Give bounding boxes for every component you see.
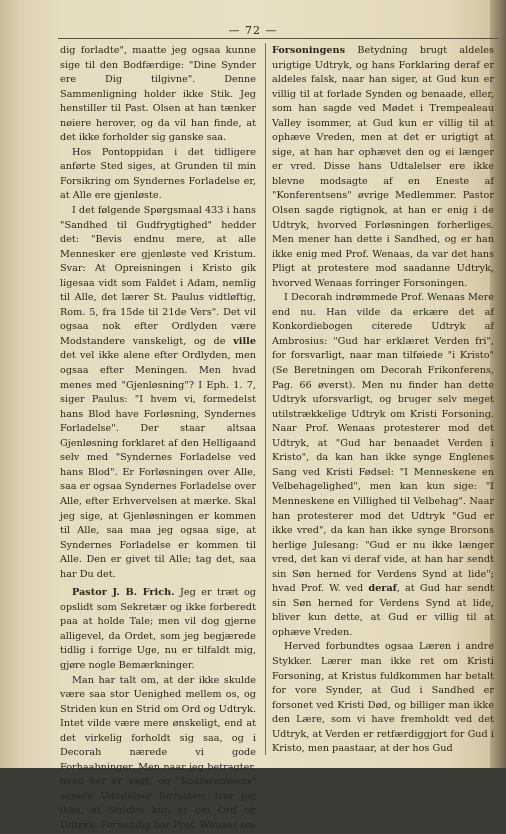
left-paragraph-4: Pastor J. B. Frich. Jeg er træt og opslidt som Sekretær og ikke forberedt paa at holde Tale; men vil dog gjerne alligevel, da Ordet, som jeg begjærede tidlig i forrige Uge, nu er tilfaldt mig, gjøre nogle Bemærkninger.	[60, 587, 257, 671]
left-paragraph-2: Hos Pontoppidan i det tidligere anførte Sted siges, at Grunden til min Forsikring om Syndernes Forladelse er, at Alle ere gjenløste.	[60, 146, 256, 202]
right-column	[272, 44, 494, 757]
right-paragraph-1: Forsoningens Betydning brugt aldeles urigtige Udtryk, og hans Forklaring deraf er aldeles falsk, naar han siger, at Gud kun er villig til at forlade Synden og benaade, eller, som han sagde ved Mødet i Trempealeau Valley isommer, at Gud kun er villig til at ophæve Vreden, men at det er urigtigt at sige, at han har ophævet den og ei længer er vred. Disse hans Udtalelser ere ikke blevne modsagte af en Eneste af "Konferentsens" øvrige Medlemmer. Pastor Olsen sagde rigtignok, at han er enig i de Udtryk, hvorved Forløsningen forherliges. Men mener han dette i Sandhed, og er han ikke enig med Prof. Wenaas, da var det hans Pligt at protestere mod saadanne Udtryk, hvorved Wenaas forringer Forsoningen.	[272, 45, 494, 289]
left-paragraph-3: I det følgende Spørgsmaal 433 i hans "Sandhed til Gudfrygtighed" hedder det: "Bevis endnu mere, at alle Mennesker ere gjenløste ved Kristum. Svar: At Opreisningen i Kristo gik ligesaa vidt som Faldet i Adam, nemlig til Alle, det lærer St. Paulus vidtløftig, Rom. 5, fra 15de til 21de Vers". Det vil ogsaa nok efter Ordlyden være Modstandere vanskeligt, og de ville det vel ikke alene efter Ordlyden, men ogsaa efter Meningen. Men hvad menes med "Gjenløsning"? I Eph. 1. 7, siger Paulus: "I hvem vi, formedelst hans Blod have Forløsning, Syndernes Forladelse". Der staar altsaa Gjenløsning forklaret af den Helligaand selv med "Syndernes Forladelse ved hans Blod". Er Forløsningen over Alle, saa er ogsaa Syndernes Forladelse over Alle, efter Erhvervelsen at mærke. Skal jeg sige, at Gjenløsningen er kommen til Alle, saa maa jeg ogsaa sige, at Syndernes Forladelse er kommen til Alle. Den er givet til Alle; tag det, saa har Du det.	[60, 205, 256, 580]
column-divider	[265, 43, 266, 755]
right-paragraph-3: Herved forbundtes ogsaa Læren i andre Stykker. Lærer man ikke ret om Kristi Forsoning, at Kristus fuldkommen har betalt for vore Synder, at Gud i Sandhed er forsonet ved Kristi Død, og billiger man ikke den Lære, som vi have fremholdt ved det Udtryk, at Verden er retfærdiggjort for Gud i Kristo, men paastaar, at der hos Gud	[272, 641, 494, 755]
emphasis-ville: ville	[233, 335, 256, 347]
left-paragraph-5: Man har talt om, at der ikke skulde være saa stor Uenighed mellem os, og Striden kun en Strid om Ord og Udtryk. Intet vilde være mere ønskeligt, end at det virkelig forholdt sig saa, og i Decorah nærede vi gode Forhaabninger. Men naar jeg betragter, hvad her er sagt, og "Konferentsens" senere Udtalelser forresten, tror jeg ikke, at Striden kun er om Ord og Udtryk. Fornemlig har Prof. Wenaas om	[60, 674, 256, 831]
right-paragraph-2: I Decorah indrømmede Prof. Wenaas Mere end nu. Han vilde da erkære det af Konkordiebogen citerede Udtryk af Ambrosius: "Gud har erklæret Verden fri", for forsvarligt, naar man tilføiede "i Kristo" (Se Beretningen om Decorah Frikonferens, Pag. 66 øverst). Men nu finder han dette Udtryk uforsvarligt, og bruger selv meget utilstrækkelige Udtryk om Kristi Forsoning. Naar Prof. Wenaas protesterer mod det Udtryk, at "Gud har benaadet Verden i Kristo", da kan han ikke synge Englenes Sang ved Kristi Fødsel: "I Menneskene en Velbehagelighed", men kan kun sige: "I Menneskene en Villighed til Velbehag". Naar han protesterer mod det Udtryk "Gud er ikke vred", da kan han ikke synge Brorsons herlige Julesang: "Gud er nu ikke længer vred, det kan vi deraf vide, at han har sendt sin Søn herned for Verdens Synd at lide"; hvad Prof. W. ved deraf, at Gud har sendt sin Søn herned for Verdens Synd at lide, bliver kun dette, at Gud er villig til at ophæve Vreden.	[272, 292, 494, 638]
page-number: — 72 —	[228, 24, 278, 37]
emphasis-deraf: deraf	[368, 583, 397, 595]
left-paragraph-1: dig forladte", maatte jeg ogsaa kunne sige til den Bodfærdige: "Dine Synder ere Dig tilgivne". Denne Sammenligning holder ikke Stik. Jeg henstiller til Past. Olsen at han tænker nøiere herover, og da vil han finde, at det ikke forholder sig ganske saa.	[60, 45, 256, 144]
left-column	[60, 44, 256, 834]
speaker-name: Pastor J. B. Frich.	[72, 587, 175, 599]
emphasis-forsoningens: Forsoningens	[272, 45, 346, 56]
header-rule	[58, 38, 498, 39]
